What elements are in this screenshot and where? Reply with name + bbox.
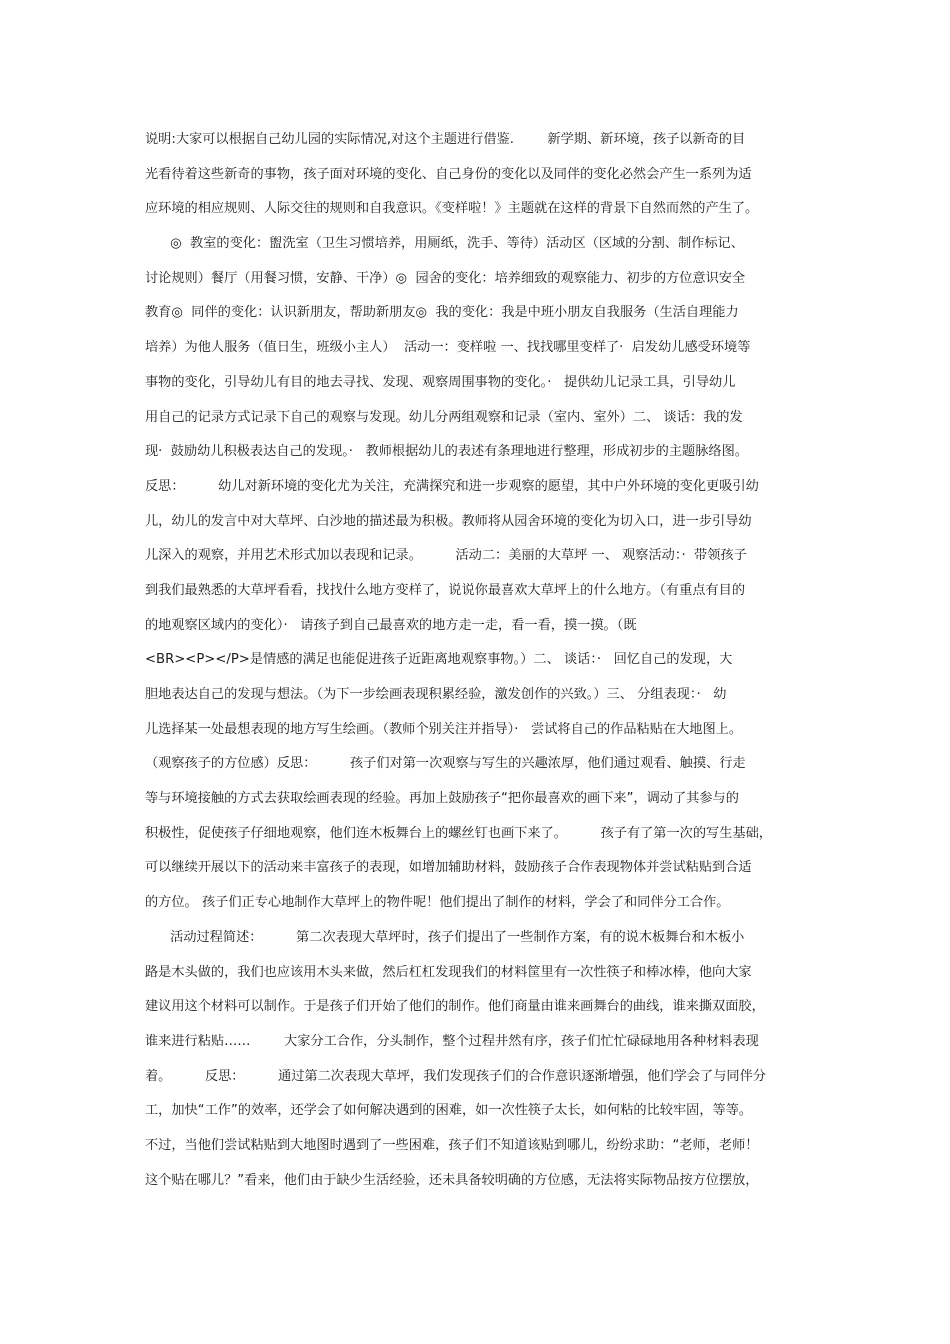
text-line: 应环境的相应规则、人际交往的规则和自我意识。《变样啦！》主题就在这样的背景下自然而然的产生了。 (145, 201, 759, 217)
document-body (145, 123, 815, 1198)
text-line: 说明:大家可以根据自己幼儿园的实际情况,对这个主题进行借鉴. 新学期、新环境，孩子以新奇的目 (145, 132, 746, 147)
text-line: 用自己的记录方式记录下自己的观察与发现。幼儿分两组观察和记录（室内、室外）二、 谈话：我的发 (145, 409, 743, 425)
text-line: 儿深入的观察，并用艺术形式加以表现和记录。 活动二：美丽的大草坪 一、 观察活动：· 带领孩子 (145, 548, 747, 564)
text-line-markup: <BR><P></P>是情感的满足也能促进孩子近距离地观察事物。）二、 谈话：· 回忆自己的发现，大 (145, 652, 733, 668)
text-line: 谁来进行粘贴…… 大家分工合作，分头制作，整个过程井然有序，孩子们忙忙碌碌地用各种材料表现 (145, 1033, 759, 1049)
text-line: 等与环境接触的方式去获取绘画表现的经验。再加上鼓励孩子“把你最喜欢的画下来”，调动了其参与的 (145, 791, 739, 807)
text-line: 光看待着这些新奇的事物，孩子面对环境的变化、自己身份的变化以及同伴的变化必然会产生一系列为适 (145, 166, 752, 182)
text-line: 不过，当他们尝试粘贴到大地图时遇到了一些困难，孩子们不知道该贴到哪儿，纷纷求助：“老师，老师！ (145, 1137, 759, 1153)
text-line: 讨论规则）餐厅（用餐习惯，安静、干净）◎ 园舍的变化：培养细致的观察能力、初步的方位意识安全 (145, 270, 746, 286)
text-line: 培养）为他人服务（值日生，班级小主人） 活动一：变样啦 一、找找哪里变样了· 启发幼儿感受环境等 (145, 340, 751, 356)
text-line: 现· 鼓励幼儿积极表达自己的发现。· 教师根据幼儿的表述有条理地进行整理，形成初步的主题脉络图。 (145, 444, 748, 460)
text-line: 路是木头做的，我们也应该用木头来做，然后杠杠发现我们的材料筐里有一次性筷子和棒冰棒，他向大家 (145, 964, 752, 980)
text-line: 工，加快“工作”的效率，还学会了如何解决遇到的困难，如一次性筷子太长，如何粘的比较牢固，等等。 (145, 1103, 753, 1119)
text-line: 着。 反思： 通过第二次表现大草坪，我们发现孩子们的合作意识逐渐增强，他们学会了与同伴分 (145, 1068, 766, 1084)
text-line: （观察孩子的方位感）反思： 孩子们对第一次观察与写生的兴趣浓厚，他们通过观看、触摸、行走 (145, 756, 746, 772)
text-line: 儿，幼儿的发言中对大草坪、白沙地的描述最为积极。教师将从园舍环境的变化为切入口，进一步引导幼 (145, 513, 752, 529)
text-line: 的方位。 孩子们正专心地制作大草坪上的物件呢！他们提出了制作的材料，学会了和同伴分工合作。 (145, 895, 730, 911)
text-line: 教育◎ 同伴的变化：认识新朋友，帮助新朋友◎ 我的变化：我是中班小朋友自我服务（生活自理能力 (145, 305, 739, 321)
text-line: 建议用这个材料可以制作。于是孩子们开始了他们的制作。他们商量由谁来画舞台的曲线，谁来撕双面胶， (145, 999, 765, 1015)
text-line: 这个贴在哪儿？”看来，他们由于缺少生活经验，还未具备较明确的方位感，无法将实际物品按方位摆放， (145, 1172, 759, 1188)
text-line: 胆地表达自己的发现与想法。（为下一步绘画表现积累经验，激发创作的兴致。）三、 分组表现：· 幼 (145, 687, 727, 702)
text-line: 活动过程简述： 第二次表现大草坪时，孩子们提出了一些制作方案，有的说木板舞台和木板小 (145, 929, 745, 945)
text-line: 反思： 幼儿对新环境的变化尤为关注，充满探究和进一步观察的愿望，其中户外环境的变化更吸引幼 (145, 478, 759, 494)
text-line: 积极性，促使孩子仔细地观察，他们连木板舞台上的螺丝钉也画下来了。 孩子有了第一次的写生基础， (145, 825, 772, 841)
text-line: 事物的变化，引导幼儿有目的地去寻找、发现、观察周围事物的变化。· 提供幼儿记录工具，引导幼儿 (145, 374, 736, 390)
text-line: ◎ 教室的变化：盥洗室（卫生习惯培养，用厕纸，洗手、等待）活动区（区域的分割、制作标记、 (145, 236, 744, 252)
text-line: 儿选择某一处最想表现的地方写生绘画。（教师个别关注并指导）· 尝试将自己的作品粘贴在大地图上。 (145, 721, 743, 737)
text-line: 可以继续开展以下的活动来丰富孩子的表现，如增加辅助材料，鼓励孩子合作表现物体并尝试粘贴到合适 (145, 860, 752, 876)
text-line: 的地观察区域内的变化）· 请孩子到自己最喜欢的地方走一走，看一看，摸一摸。（既 (145, 617, 637, 633)
text-line: 到我们最熟悉的大草坪看看，找找什么地方变样了，说说你最喜欢大草坪上的什么地方。（有重点有目的 (145, 582, 746, 598)
